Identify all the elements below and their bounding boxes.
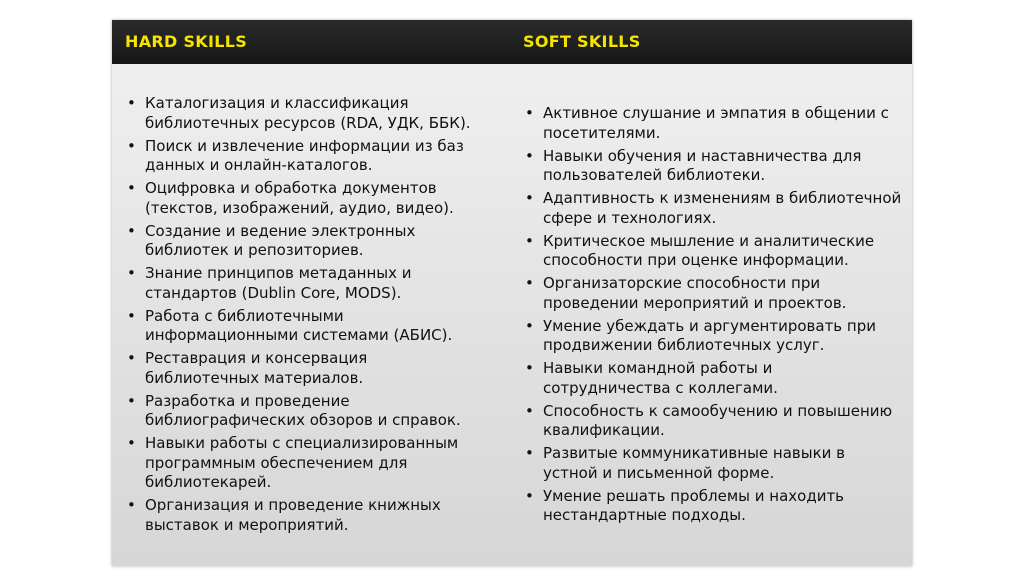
soft-skill-item-text: Критическое мышление и аналитические способности при оценке информации. [543, 231, 875, 269]
bullet-icon: • [127, 264, 136, 282]
hard-skill-item [125, 94, 485, 133]
bullet-icon: • [525, 359, 534, 377]
soft-skill-item-text: Активное слушание и эмпатия в общении с посетителями. [543, 104, 889, 142]
soft-skill-item-text: Адаптивность к изменениям в библиотечной сфере и технологиях. [543, 189, 902, 227]
soft-skill-item [523, 189, 903, 228]
bullet-icon: • [127, 496, 136, 514]
bullet-icon: • [525, 274, 534, 292]
bullet-icon: • [127, 349, 136, 367]
hard-skill-item-text: Каталогизация и классификация библиотечных ресурсов (RDA, УДК, ББК). [145, 94, 471, 132]
soft-skill-item [523, 402, 903, 441]
bullet-icon: • [127, 391, 136, 410]
bullet-icon: • [525, 104, 534, 122]
soft-skill-item [523, 359, 903, 398]
hard-skill-item-text: Реставрация и консервация библиотечных материалов. [145, 349, 368, 387]
soft-skill-item [523, 444, 903, 483]
hard-skill-item-text: Поиск и извлечение информации из баз данных и онлайн-каталогов. [145, 136, 464, 174]
bullet-icon: • [525, 444, 534, 462]
hard-skill-item-text: Навыки работы с специализированным программным обеспечением для библиотекарей. [145, 434, 459, 491]
soft-skill-item-text: Способность к самообучению и повышению квалификации. [543, 401, 893, 439]
hard-skill-item-text: Знание принципов метаданных и стандартов (Dublin Core, MODS). [145, 264, 412, 302]
bullet-icon: • [525, 189, 534, 207]
soft-skill-item-text: Умение убеждать и аргументировать при продвижении библиотечных услуг. [543, 316, 876, 354]
hard-skill-item [125, 137, 485, 176]
hard-skills-heading: HARD SKILLS [125, 32, 248, 51]
bullet-icon: • [127, 94, 136, 112]
soft-skill-item-text: Развитые коммуникативные навыки в устной и письменной форме. [543, 444, 846, 482]
bullet-icon: • [525, 146, 534, 165]
bullet-icon: • [525, 401, 534, 420]
soft-skill-item-text: Умение решать проблемы и находить нестандартные подходы. [543, 486, 845, 524]
soft-skill-item [523, 232, 903, 271]
soft-skill-item-text: Навыки обучения и наставничества для пользователей библиотеки. [543, 146, 862, 184]
bullet-icon: • [525, 486, 534, 505]
bullet-icon: • [127, 136, 136, 155]
hard-skill-item-text: Создание и ведение электронных библиотек и репозиториев. [145, 221, 416, 259]
hard-skill-item [125, 307, 485, 346]
soft-skill-item [523, 274, 903, 313]
soft-skill-item [523, 317, 903, 356]
skills-table [112, 20, 912, 566]
bullet-icon: • [127, 434, 136, 452]
soft-skill-item [523, 487, 903, 526]
soft-skills-heading: SOFT SKILLS [523, 32, 641, 51]
hard-skill-item [125, 392, 485, 431]
hard-skill-item-text: Оцифровка и обработка документов (текстов, изображений, аудио, видео). [145, 179, 454, 217]
hard-skill-item [125, 496, 485, 535]
hard-skill-item [125, 222, 485, 261]
hard-skill-item-text: Работа с библиотечными информационными системами (АБИС). [145, 306, 453, 344]
hard-skill-item [125, 264, 485, 303]
bullet-icon: • [127, 306, 136, 325]
soft-skill-item [523, 104, 903, 143]
soft-skills-list [523, 104, 903, 529]
table-header [112, 20, 912, 64]
hard-skill-item [125, 179, 485, 218]
hard-skills-list [125, 94, 485, 539]
hard-skill-item [125, 349, 485, 388]
table-body [112, 64, 912, 566]
soft-skill-item [523, 147, 903, 186]
bullet-icon: • [525, 316, 534, 335]
bullet-icon: • [525, 231, 534, 250]
hard-skill-item-text: Организация и проведение книжных выставок и мероприятий. [145, 496, 441, 534]
hard-skill-item-text: Разработка и проведение библиографических обзоров и справок. [145, 391, 461, 429]
bullet-icon: • [127, 179, 136, 197]
hard-skill-item [125, 434, 485, 493]
bullet-icon: • [127, 221, 136, 240]
soft-skill-item-text: Навыки командной работы и сотрудничества с коллегами. [543, 359, 778, 397]
soft-skill-item-text: Организаторские способности при проведении мероприятий и проектов. [543, 274, 847, 312]
